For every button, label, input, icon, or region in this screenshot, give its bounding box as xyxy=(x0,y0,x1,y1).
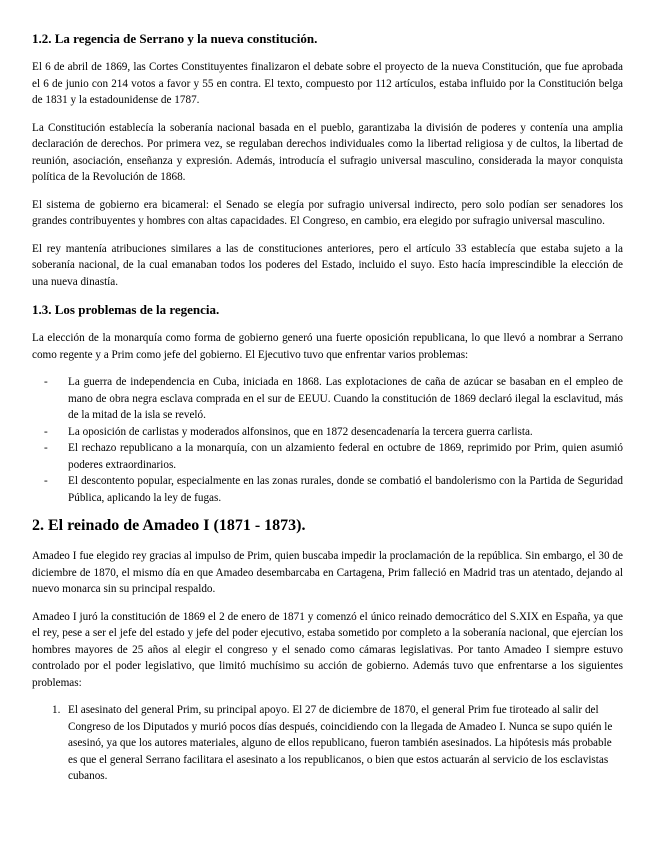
list-item-text: El rechazo republicano a la monarquía, con un alzamiento federal en octubre de 1869, reprimido por Prim, quien asumió poderes extraordinarios. xyxy=(68,442,623,471)
section-2-paragraph-2: Amadeo I juró la constitución de 1869 el 2 de enero de 1871 y comenzó el único reinado democrático del S.XIX en España, ya que el rey, pese a ser el jefe del estado y jefe del poder ejecutivo, estaba sometido por completo a la soberanía nacional, que ejercían los hombres mayores de 25 años al elegir el congreso y el senado como cámaras legislativas. Por tanto Amadeo I siempre estuvo controlado por el poder legislativo, que limitó muchísimo su acción de gobierno. Además tuvo que enfrentarse a los siguientes problemas: xyxy=(32,610,623,689)
dash-marker: - xyxy=(44,442,48,454)
list-item xyxy=(32,440,623,473)
dash-marker: - xyxy=(44,475,48,487)
list-item-text: La guerra de independencia en Cuba, iniciada en 1868. Las explotaciones de caña de azúcar se basaban en el empleo de mano de obra negra esclava comprada en el sur de EEUU. Cuando la constitución de 1869 declaró ilegal la esclavitud, más de la mitad de la isla se reveló. xyxy=(68,376,623,421)
numbered-list-item xyxy=(32,702,623,785)
amadeo-problems-list xyxy=(32,702,623,785)
section-1-2-heading: 1.2. La regencia de Serrano y la nueva constitución. xyxy=(32,31,318,46)
section-1-2-paragraph-3: El sistema de gobierno era bicameral: el Senado se elegía por sufragio universal indirecto, pero solo podían ser senadores los grandes contribuyentes y hombres con altas capacidades. El Congreso, en cambio, era elegido por sufragio universal masculino. xyxy=(32,198,623,227)
dash-marker: - xyxy=(44,425,48,438)
section-1-2-paragraph-2: La Constitución establecía la soberanía nacional basada en el pueblo, garantizaba la división de poderes y contenía una amplia declaración de derechos. Por primera vez, se regulaban derechos individuales como la libertad religiosa y de cultos, la libertad de reunión, asociación, enseñanza y expresión. Además, introducía el sufragio universal masculino, considerada la mayor conquista política de la Revolución de 1868. xyxy=(32,121,623,183)
section-1-2-paragraph-1: El 6 de abril de 1869, las Cortes Constituyentes finalizaron el debate sobre el proyecto de la nueva Constitución, que fue aprobada el 6 de junio con 214 votos a favor y 55 en contra. El texto, compuesto por 112 artículos, estaba influido por la Constitución belga de 1831 y la estadounidense de 1787. xyxy=(32,61,623,106)
numbered-item-text: El asesinato del general Prim, su principal apoyo. El 27 de diciembre de 1870, el general Prim fue tiroteado al salir del Congreso de los Diputados y murió pocos días después, coincidiendo con la llegada de Amadeo I. Nunca se supo quién le asesinó, ya que los autores materiales, alguno de ellos republicano, fueron también asesinados. La hipótesis más probable es que el general Serrano facilitara el asesinato a los republicanos, o bien que estos actuarán al servicio de los esclavistas cubanos. xyxy=(68,704,613,782)
section-2-paragraph-1: Amadeo I fue elegido rey gracias al impulso de Prim, quien buscaba impedir la proclamación de la república. Sin embargo, el 30 de diciembre de 1870, el mismo día en que Amadeo desembarcaba en Cartagena, Prim falleció en Madrid tras un atentado, dejando al nuevo monarca sin su principal respaldo. xyxy=(32,550,623,595)
list-item xyxy=(32,473,623,506)
dash-marker: - xyxy=(44,376,48,388)
section-1-3-intro: La elección de la monarquía como forma de gobierno generó una fuerte oposición republicana, lo que llevó a nombrar a Serrano como regente y a Prim como jefe del gobierno. El Ejecutivo tuvo que enfrentar varios problemas: xyxy=(32,332,623,361)
list-item-text: El descontento popular, especialmente en las zonas rurales, donde se combatió el bandolerismo con la Partida de Seguridad Pública, aplicando la ley de fugas. xyxy=(68,475,623,504)
section-2-heading: 2. El reinado de Amadeo I (1871 - 1873). xyxy=(32,517,306,534)
section-1-2-paragraph-4: El rey mantenía atribuciones similares a las de constituciones anteriores, pero el artículo 33 establecía que estaba sujeto a la soberanía nacional, de la cual emanaban todos los poderes del Estado, incluido el suyo. Esto hacía imprescindible la elección de una nueva dinastía. xyxy=(32,242,623,288)
list-item xyxy=(32,424,623,441)
section-1-3-heading: 1.3. Los problemas de la regencia. xyxy=(32,302,220,317)
problems-list xyxy=(32,374,623,506)
item-number: 1. xyxy=(52,704,61,716)
list-item-text: La oposición de carlistas y moderados alfonsinos, que en 1872 desencadenaría la tercera guerra carlista. xyxy=(68,425,533,438)
list-item xyxy=(32,374,623,424)
